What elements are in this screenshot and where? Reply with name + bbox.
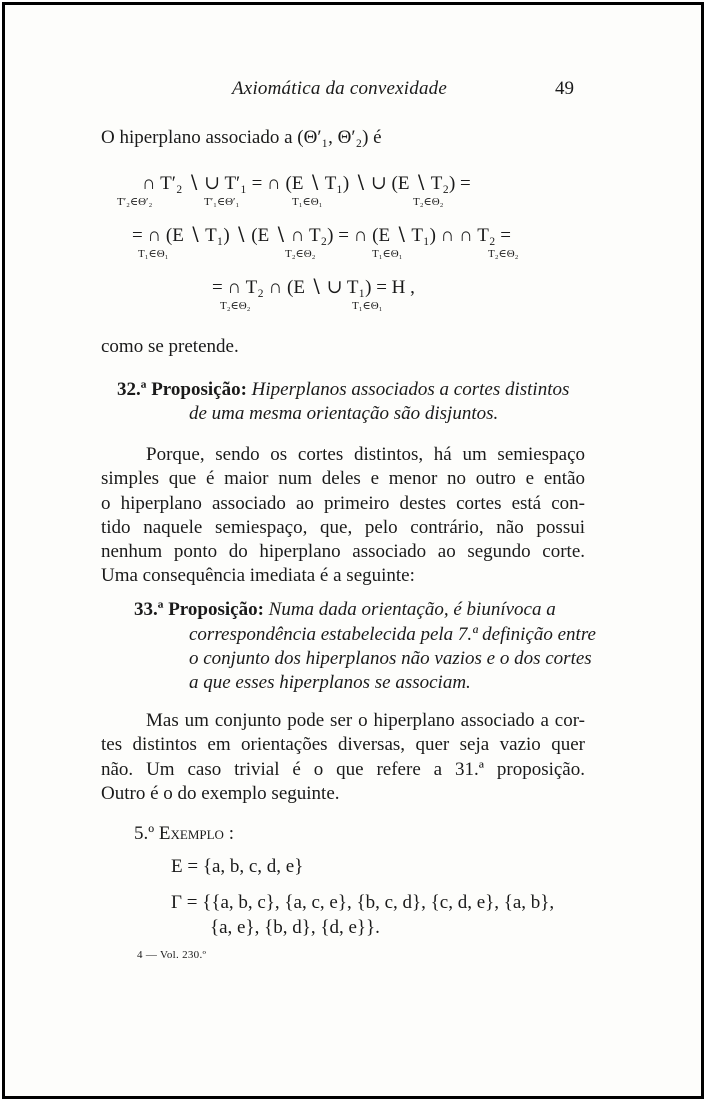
example-gamma-line-2: {a, e}, {b, d}, {d, e}}. [210,917,380,938]
proposition-33-line-4: a que esses hiperplanos se associam. [189,672,471,693]
proposition-32-label: 32.ª Proposição: [117,379,247,400]
example-heading: 5.º Exemplo : [134,823,234,844]
formula-line-1-sub-1: T′₂∈Θ′₂ [117,196,153,208]
formula-line-1-sub-2: T′₁∈Θ′₁ [204,196,240,208]
formula-line-1: ∩ T′₂ ∖ ∪ T′₁ = ∩ (E ∖ T₁) ∖ ∪ (E ∖ T₂) = [142,173,471,194]
proposition-32-line-2: de uma mesma orientação são disjuntos. [189,403,499,424]
formula-line-2-sub-4: T₂∈Θ₂ [488,248,519,260]
paragraph-2 [101,709,585,806]
paragraph-1 [101,443,585,589]
proposition-32-number [117,378,569,402]
paragraph-1-line: tido naquele semiespaço, que, pelo contrário, não possui [101,516,585,538]
formula-line-2-sub-3: T₁∈Θ₁ [372,248,403,260]
formula-line-3-sub-1: T₂∈Θ₂ [220,300,251,312]
running-header-title: Axiomática da convexidade [232,78,447,99]
formula-line-3: = ∩ T₂ ∩ (E ∖ ∪ T₁) = H , [212,277,415,298]
printer-signature: 4 — Vol. 230.º [137,949,207,961]
paragraph-1-line: nenhum ponto do hiperplano associado ao segundo corte. [101,541,585,563]
proposition-33-first-line [134,598,556,622]
formula-line-3-sub-2: T₁∈Θ₁ [352,300,383,312]
intro-sentence: O hiperplano associado a (Θ′₁, Θ′₂) é [101,127,382,148]
formula-line-1-sub-4: T₂∈Θ₂ [413,196,444,208]
paragraph-2-line: Mas um conjunto pode ser o hiperplano associado a cor- [146,710,585,731]
formula-line-1-sub-3: T₁∈Θ₁ [292,196,323,208]
paragraph-2-line: tes distintos em orientações diversas, quer seja vazio quer [101,734,585,756]
page-number: 49 [555,78,574,99]
formula-line-2: = ∩ (E ∖ T₁) ∖ (E ∖ ∩ T₂) = ∩ (E ∖ T₁) ∩ ∩ T₂ = [132,225,511,246]
proposition-32-line-1: Hiperplanos associados a cortes distintos [251,379,570,400]
paragraph-1-line: Uma consequência imediata é a seguinte: [101,565,415,587]
proposition-33-line-2: correspondência estabelecida pela 7.ª definição entre [189,624,596,645]
conclusion-text: como se pretende. [101,336,239,357]
proposition-33-label: 33.ª Proposição: [134,599,264,620]
example-gamma-line-1: Γ = {{a, b, c}, {a, c, e}, {b, c, d}, {c, d, e}, {a, b}, [171,892,555,913]
paragraph-1-line: simples que é maior num deles e menor no outro e então [101,468,585,490]
proposition-33-line-3: o conjunto dos hiperplanos não vazios e o dos cortes [189,648,592,669]
paragraph-2-line: não. Um caso trivial é o que refere a 31.ª proposição. [101,758,585,780]
paragraph-2-line: Outro é o do exemplo seguinte. [101,782,340,804]
formula-line-2-sub-1: T₁∈Θ₁ [138,248,169,260]
paragraph-1-line: Porque, sendo os cortes distintos, há um semiespaço [146,444,585,465]
paragraph-1-line: o hiperplano associado ao primeiro destes cortes está con- [101,492,585,514]
example-set-e: E = {a, b, c, d, e} [171,856,304,877]
formula-line-2-sub-2: T₂∈Θ₂ [285,248,316,260]
proposition-33-line-1: Numa dada orientação, é biunívoca a [268,599,556,620]
